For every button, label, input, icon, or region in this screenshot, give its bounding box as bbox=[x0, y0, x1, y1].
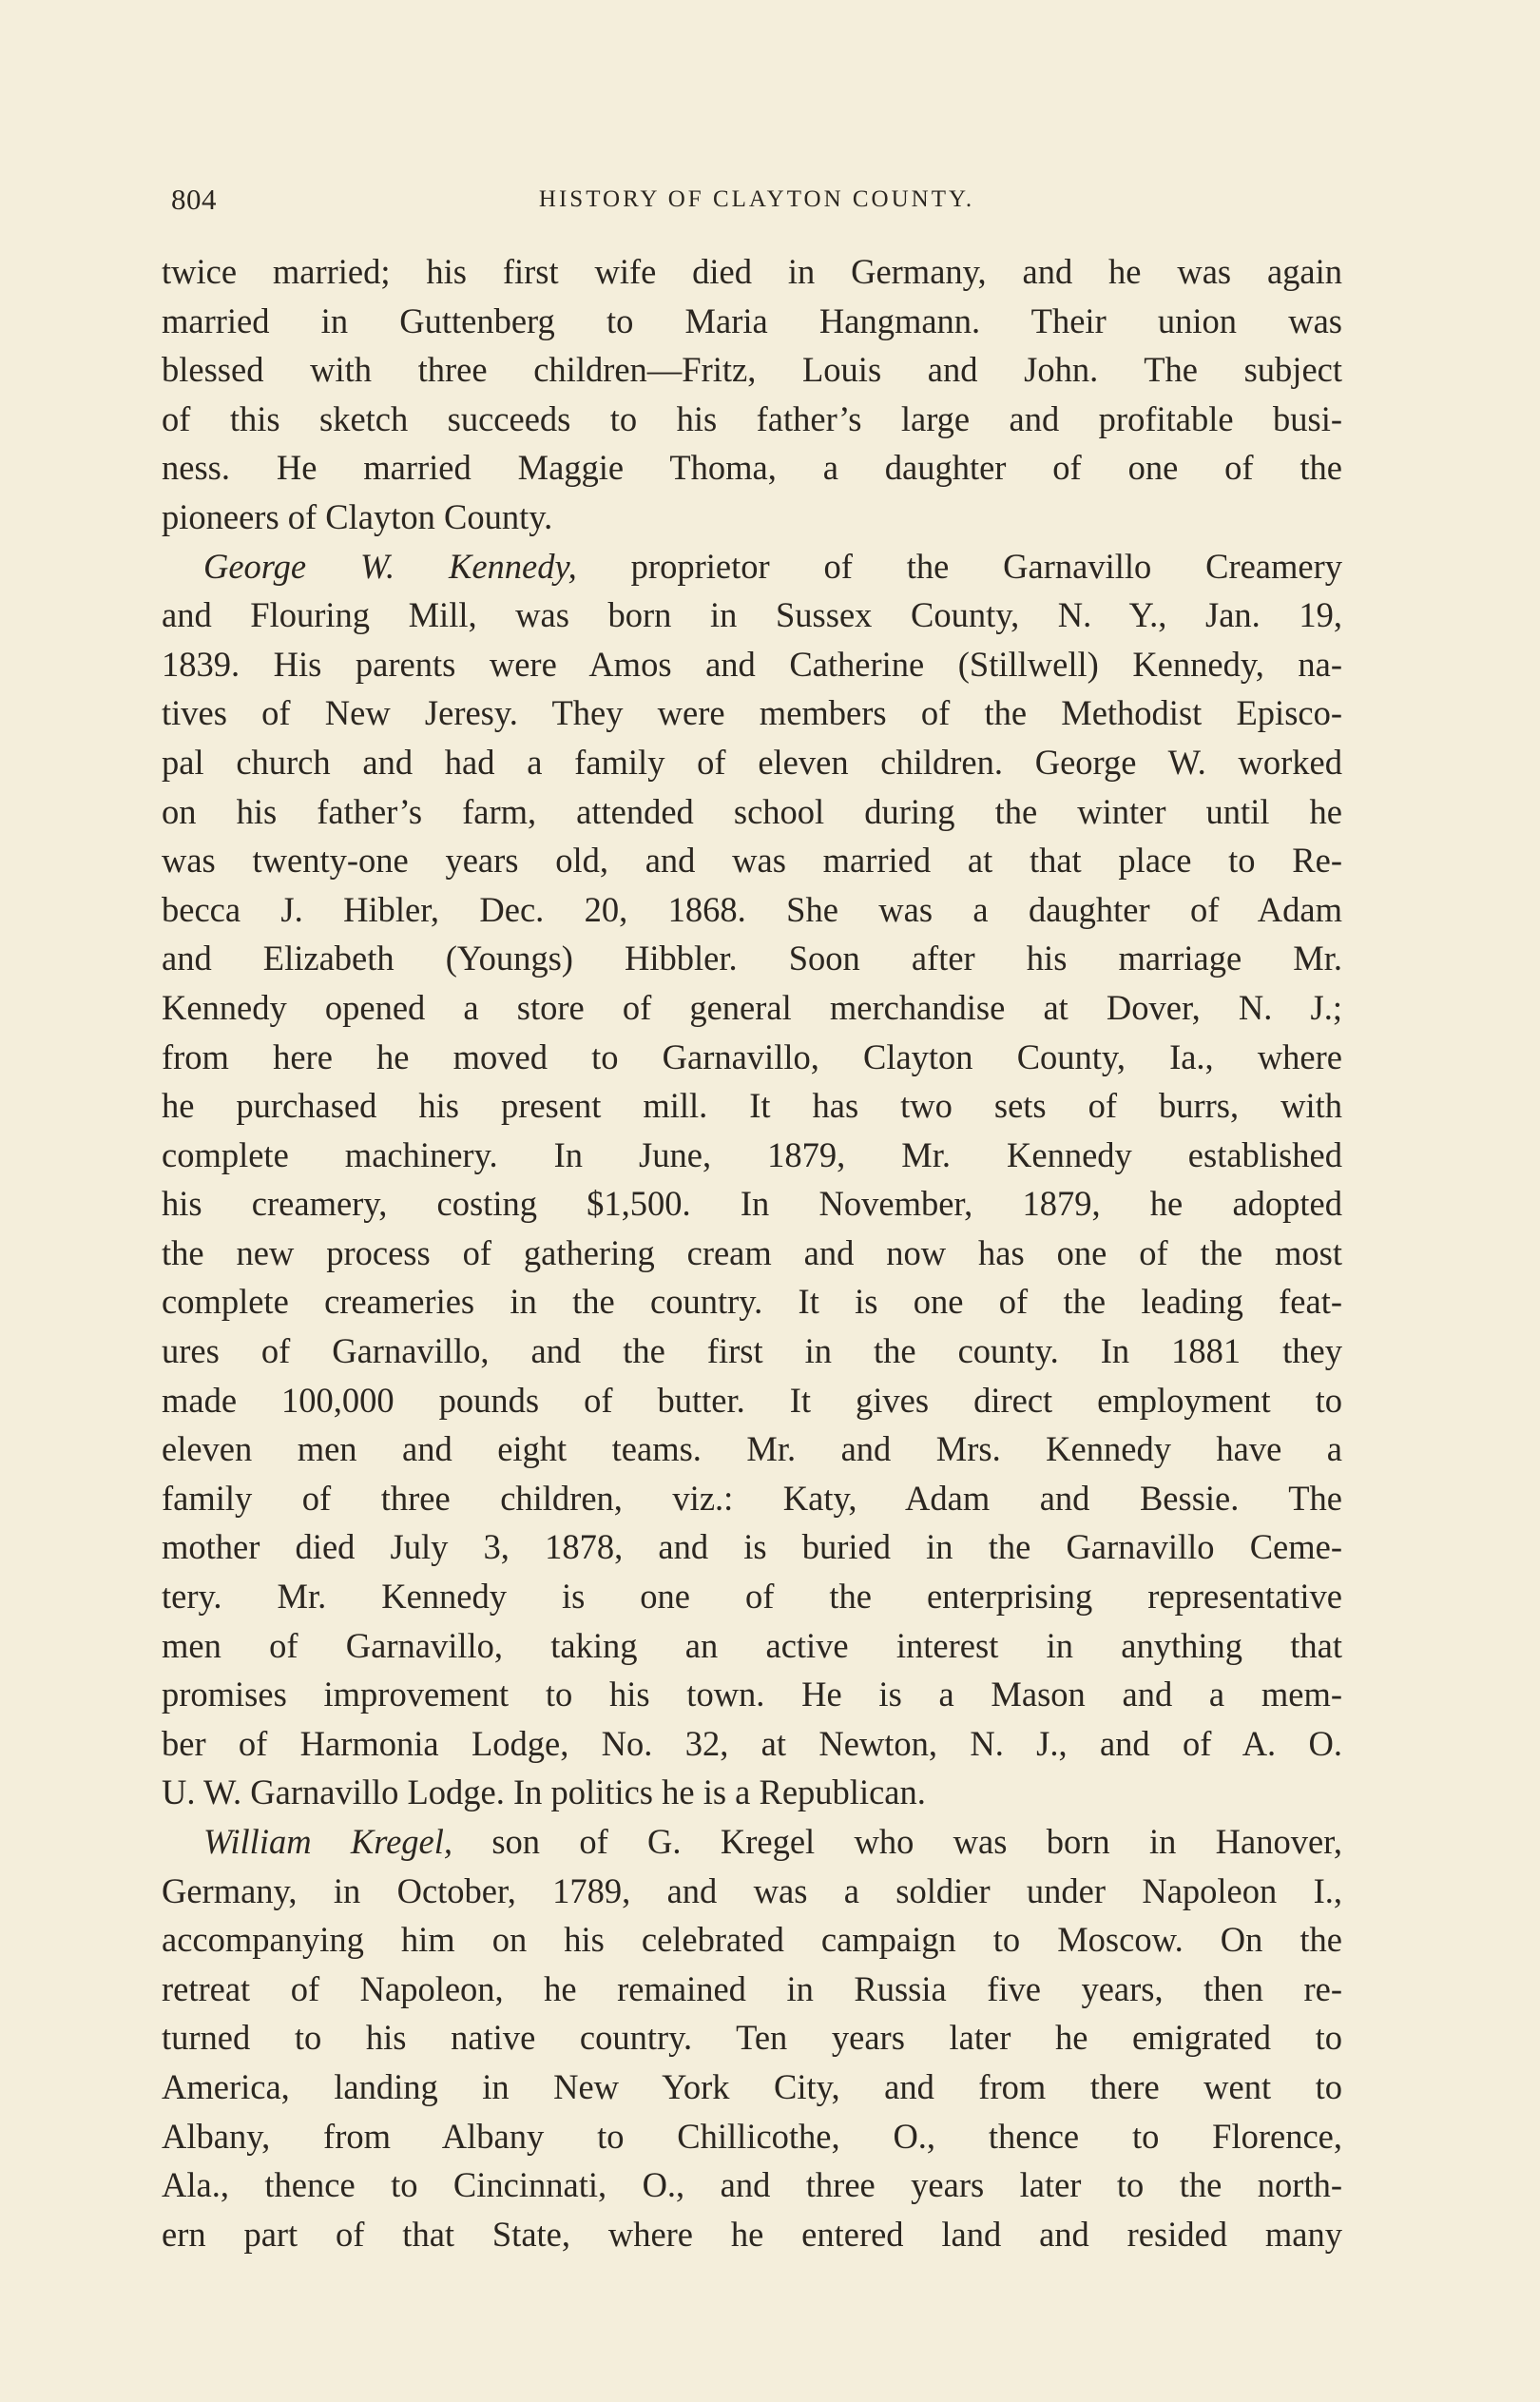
text-line: pioneers of Clayton County. bbox=[162, 496, 553, 536]
page-header bbox=[171, 183, 1342, 224]
text-line: was twenty-one years old, and was married at that place to Re- bbox=[162, 841, 1342, 881]
text-line: on his father’s farm, attended school during the winter until he bbox=[162, 791, 1342, 831]
text-line: mother died July 3, 1878, and is buried in the Garnavillo Ceme- bbox=[162, 1527, 1342, 1567]
text-line: and Elizabeth (Youngs) Hibbler. Soon after his marriage Mr. bbox=[162, 939, 1342, 978]
text-line: married in Guttenberg to Maria Hangmann. Their union was bbox=[162, 300, 1342, 340]
running-title: HISTORY OF CLAYTON COUNTY. bbox=[538, 186, 975, 212]
text-segment: son of G. Kregel who was born in Hanover, bbox=[452, 1822, 1342, 1861]
text-line: retreat of Napoleon, he remained in Russia five years, then re- bbox=[162, 1968, 1342, 2008]
text-line: complete creameries in the country. It is one of the leading feat- bbox=[162, 1282, 1342, 1322]
text-line: ures of Garnavillo, and the first in the county. In 1881 they bbox=[162, 1331, 1342, 1371]
text-line: from here he moved to Garnavillo, Clayton County, Ia., where bbox=[162, 1036, 1342, 1076]
text-line: Ala., thence to Cincinnati, O., and three years later to the north- bbox=[162, 2165, 1342, 2205]
biography-subject-name: George W. Kennedy, bbox=[203, 546, 577, 586]
text-line: tery. Mr. Kennedy is one of the enterprising representative bbox=[162, 1577, 1342, 1617]
text-line: ber of Harmonia Lodge, No. 32, at Newton, N. J., and of A. O. bbox=[162, 1723, 1342, 1763]
text-line: complete machinery. In June, 1879, Mr. Kennedy established bbox=[162, 1134, 1342, 1174]
text-line: twice married; his first wife died in Germany, and he was again bbox=[162, 252, 1342, 291]
page-number: 804 bbox=[171, 183, 217, 216]
text-line: of this sketch succeeds to his father’s large and profitable busi- bbox=[162, 398, 1342, 438]
paragraph-first-line bbox=[162, 542, 1342, 591]
text-line: pal church and had a family of eleven children. George W. worked bbox=[162, 742, 1342, 782]
text-line: Albany, from Albany to Chillicothe, O., thence to Florence, bbox=[162, 2116, 1342, 2156]
text-line: Kennedy opened a store of general merchandise at Dover, N. J.; bbox=[162, 987, 1342, 1027]
text-line: America, landing in New York City, and from there went to bbox=[162, 2066, 1342, 2106]
text-segment: proprietor of the Garnavillo Creamery bbox=[576, 546, 1342, 586]
text-line: eleven men and eight teams. Mr. and Mrs. Kennedy have a bbox=[162, 1429, 1342, 1469]
text-line: 1839. His parents were Amos and Catherine (Stillwell) Kennedy, na- bbox=[162, 644, 1342, 684]
paragraph-first-line bbox=[162, 1817, 1342, 1867]
text-line: ern part of that State, where he entered land and resided many bbox=[162, 2214, 1342, 2254]
text-line: tives of New Jeresy. They were members of the Methodist Episco- bbox=[162, 693, 1342, 733]
text-line: accompanying him on his celebrated campaign to Moscow. On the bbox=[162, 1920, 1342, 1960]
text-line: promises improvement to his town. He is a Mason and a mem- bbox=[162, 1675, 1342, 1714]
biography-subject-name: William Kregel, bbox=[203, 1822, 452, 1861]
text-line: the new process of gathering cream and now has one of the most bbox=[162, 1232, 1342, 1272]
text-line: Germany, in October, 1789, and was a soldier under Napoleon I., bbox=[162, 1870, 1342, 1910]
text-line: family of three children, viz.: Katy, Adam and Bessie. The bbox=[162, 1478, 1342, 1518]
text-line: his creamery, costing $1,500. In November, 1879, he adopted bbox=[162, 1184, 1342, 1224]
text-line: U. W. Garnavillo Lodge. In politics he is a Republican. bbox=[162, 1772, 926, 1812]
text-line: becca J. Hibler, Dec. 20, 1868. She was a daughter of Adam bbox=[162, 889, 1342, 929]
text-line: men of Garnavillo, taking an active interest in anything that bbox=[162, 1625, 1342, 1665]
body-text bbox=[162, 247, 1342, 2258]
text-line: he purchased his present mill. It has two sets of burrs, with bbox=[162, 1086, 1342, 1126]
text-line: made 100,000 pounds of butter. It gives direct employment to bbox=[162, 1380, 1342, 1420]
text-line: and Flouring Mill, was born in Sussex County, N. Y., Jan. 19, bbox=[162, 595, 1342, 635]
text-line: blessed with three children—Fritz, Louis and John. The subject bbox=[162, 350, 1342, 390]
text-line: ness. He married Maggie Thoma, a daughter of one of the bbox=[162, 448, 1342, 488]
text-line: turned to his native country. Ten years later he emigrated to bbox=[162, 2018, 1342, 2058]
